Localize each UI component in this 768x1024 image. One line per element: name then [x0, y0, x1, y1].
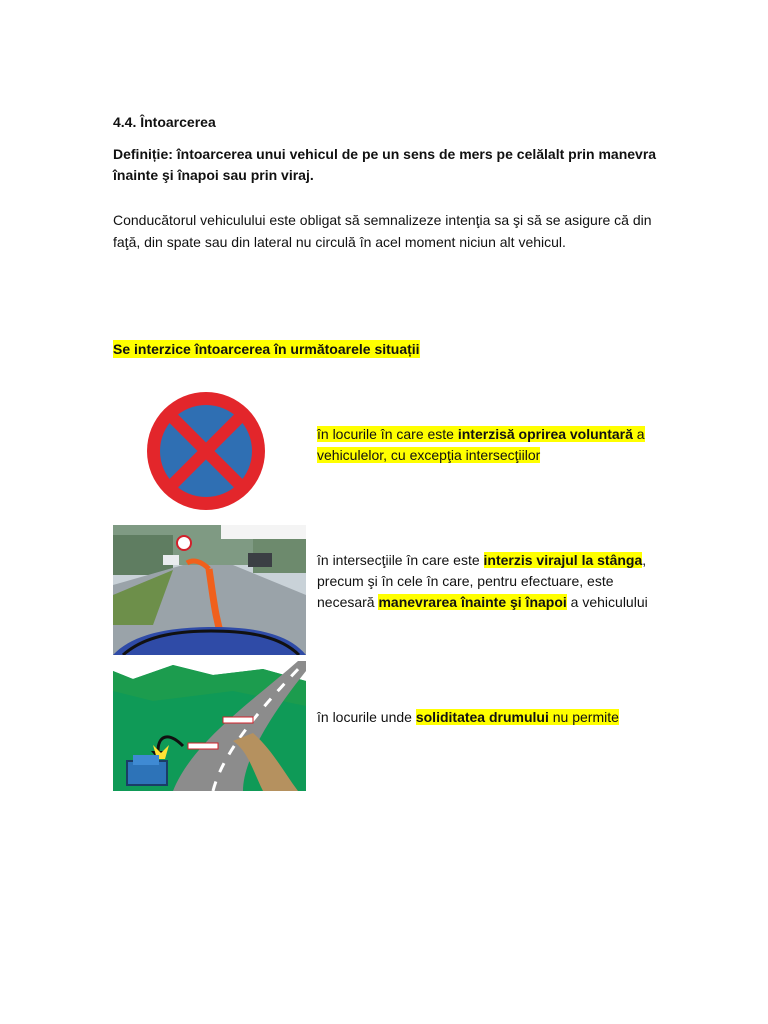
situation-text-run: în locurile unde [317, 709, 416, 725]
definition-text: Definiție: întoarcerea unui vehicul de pe un sens de mers pe celălalt prin manevra înainte şi înapoi sau prin viraj. [113, 146, 657, 183]
situations-heading: Se interzice întoarcerea în următoarele situații [113, 341, 420, 357]
situation-text-run: nu permite [548, 709, 619, 725]
situation-text-run: , precum şi în cele în care, pentru efectuare, este necesară [317, 552, 647, 610]
situation-text-run: manevrarea înainte şi înapoi [378, 594, 567, 610]
intersection-photo-icon [113, 525, 306, 655]
situation-text-run: a vehiculelor, cu excepţia intersecţiilor [317, 426, 645, 463]
situation-text-1 [317, 424, 657, 466]
section-heading: 4.4. Întoarcerea [113, 114, 216, 130]
body-paragraph: Conducătorul vehiculului este obligat să semnalizeze intenţia sa şi să se asigure că din faţă, din spate sau din lateral nu circulă în acel moment niciun alt vehicul. [113, 212, 652, 250]
situation-text-run: soliditatea drumului [415, 709, 549, 725]
situation-text-run: în intersecţiile în care este [317, 552, 484, 568]
situation-text-run: a vehiculului [566, 594, 648, 610]
situation-text-run: interzis virajul la stânga [483, 552, 643, 568]
road-collapse-illustration-icon [113, 661, 306, 791]
situation-text-3 [317, 707, 657, 728]
situation-text-2 [317, 550, 657, 613]
no-stopping-sign-icon [145, 390, 267, 512]
situation-text-run: în locurile în care este [317, 426, 458, 442]
situation-text-run: interzisă oprirea voluntară [457, 426, 633, 442]
